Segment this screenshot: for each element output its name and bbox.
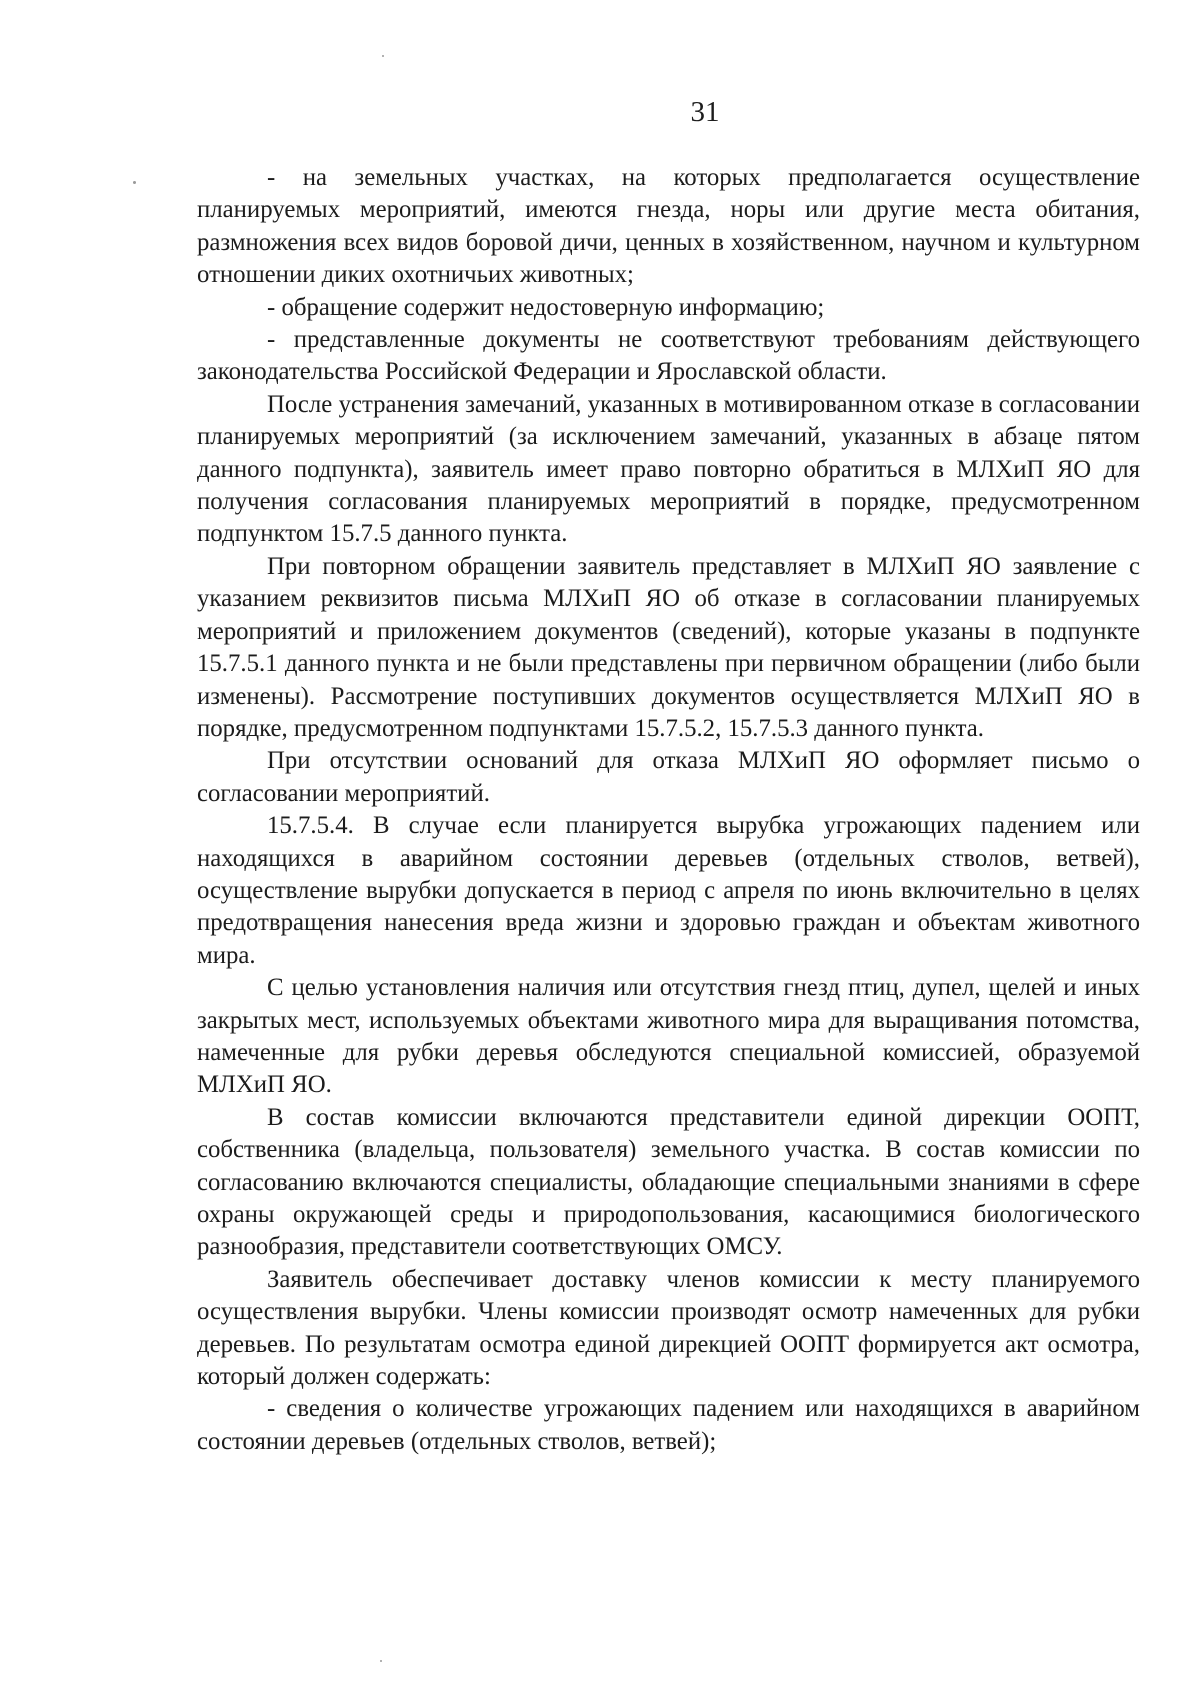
paragraph-approval-letter: При отсутствии оснований для отказа МЛХиП ЯО оформляет письмо о согласовании мероприятий. bbox=[197, 747, 1140, 807]
scan-speck bbox=[380, 1660, 382, 1662]
paragraph-list-item-tree-count: - сведения о количестве угрожающих падением или находящихся в аварийном состоянии деревьев (отдельных стволов, ветвей); bbox=[197, 1395, 1140, 1455]
paragraph-nest-inspection: С целью установления наличия или отсутствия гнезд птиц, дупел, щелей и иных закрытых мест, используемых объектами животного мира для выращивания потомства, намеченные для рубки деревья обследуются специальной комиссией, образуемой МЛХиП ЯО. bbox=[197, 974, 1140, 1099]
scan-speck bbox=[133, 181, 136, 184]
document-body bbox=[197, 162, 1140, 1458]
page-number: 31 bbox=[690, 96, 720, 128]
paragraph-resubmission: После устранения замечаний, указанных в мотивированном отказе в согласовании планируемых мероприятий (за исключением замечаний, указанных в абзаце пятом данного подпункта), заявитель имеет право повторно обратиться в МЛХиП ЯО для получения согласования планируемых мероприятий в порядке, предусмотренном подпунктом 15.7.5 данного пункта. bbox=[197, 390, 1140, 548]
scan-speck bbox=[382, 55, 384, 57]
paragraph-clause-15-7-5-4: 15.7.5.4. В случае если планируется вырубка угрожающих падением или находящихся в аварийном состоянии деревьев (отдельных стволов, ветвей), осуществление вырубки допускается в период с апреля по июнь включительно в целях предотвращения нанесения вреда жизни и здоровью граждан и объектам животного мира. bbox=[197, 812, 1140, 969]
paragraph-repeated-request: При повторном обращении заявитель представляет в МЛХиП ЯО заявление с указанием реквизитов письма МЛХиП ЯО об отказе в согласовании планируемых мероприятий и приложением документов (сведений), которые указаны в подпункте 15.7.5.1 данного пункта и не были представлены при первичном обращении (либо были изменены). Рассмотрение поступивших документов осуществляется МЛХиП ЯО в порядке, предусмотренном подпунктами 15.7.5.2, 15.7.5.3 данного пункта. bbox=[197, 552, 1140, 742]
paragraph-inspection-act: Заявитель обеспечивает доставку членов комиссии к месту планируемого осуществления вырубки. Члены комиссии производят осмотр намеченных для рубки деревьев. По результатам осмотра единой дирекцией ООПТ формируется акт осмотра, который должен содержать: bbox=[197, 1265, 1140, 1391]
paragraph-list-item-false-info: - обращение содержит недостоверную информацию; bbox=[267, 293, 825, 321]
paragraph-list-item-habitats: - на земельных участках, на которых предполагается осуществление планируемых мероприятий, имеются гнезда, норы или другие места обитания, размножения всех видов боровой дичи, ценных в хозяйственном, научном и культурном отношении диких охотничьих животных; bbox=[197, 164, 1140, 289]
paragraph-list-item-documents: - представленные документы не соответствуют требованиям действующего законодательства Российской Федерации и Ярославской области. bbox=[197, 326, 1140, 386]
paragraph-commission-members: В состав комиссии включаются представители единой дирекции ООПТ, собственника (владельца, пользователя) земельного участка. В состав комиссии по согласованию включаются специалисты, обладающие специальными знаниями в сфере охраны окружающей среды и природопользования, касающимися биологического разнообразия, представители соответствующих ОМСУ. bbox=[197, 1103, 1140, 1261]
